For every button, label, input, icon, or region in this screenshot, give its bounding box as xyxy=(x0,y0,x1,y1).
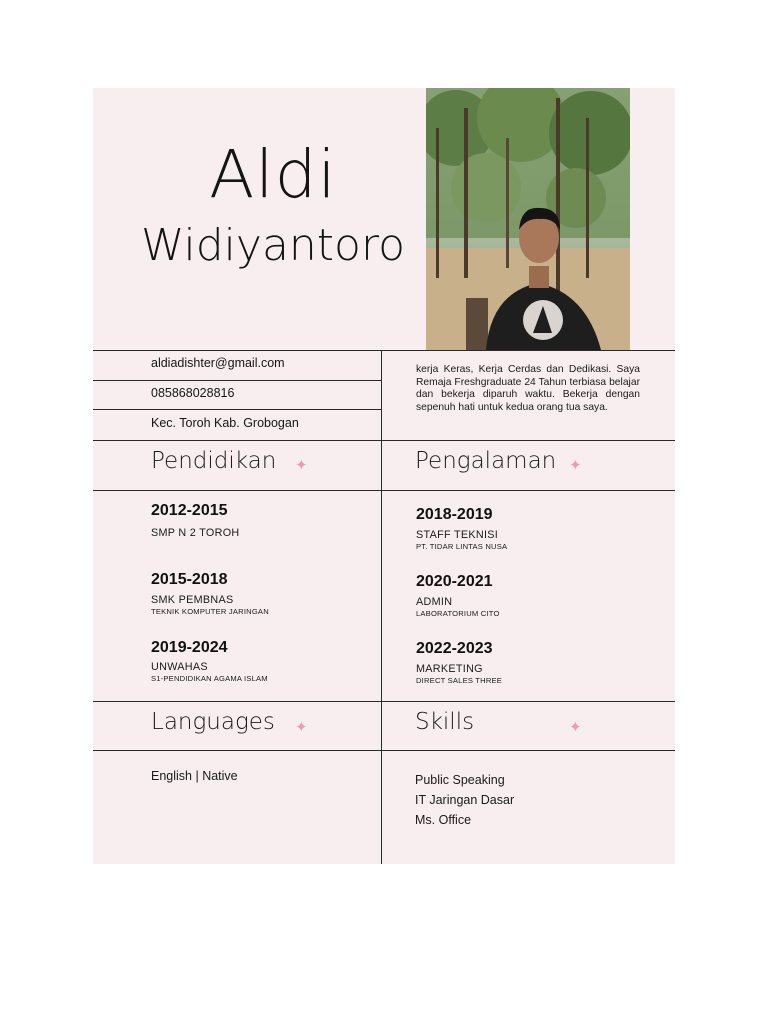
first-name: Aldi xyxy=(209,136,337,213)
address-text: Kec. Toroh Kab. Grobogan xyxy=(151,416,299,430)
education-years: 2015-2018 xyxy=(151,571,228,588)
skill-item: IT Jaringan Dasar xyxy=(415,793,515,807)
education-school: SMP N 2 TOROH xyxy=(151,527,240,539)
sparkle-icon: ✦ xyxy=(295,719,308,736)
profile-photo-illustration xyxy=(426,88,630,350)
experience-company: PT. TIDAR LINTAS NUSA xyxy=(416,542,508,551)
divider-vertical xyxy=(381,350,382,864)
skill-item: Ms. Office xyxy=(415,813,472,827)
education-years: 2019-2024 xyxy=(151,639,228,656)
divider-section-header-bottom xyxy=(93,490,675,491)
education-detail: TEKNIK KOMPUTER JARINGAN xyxy=(151,607,269,616)
education-years: 2012-2015 xyxy=(151,502,228,519)
languages-heading: Languages xyxy=(151,709,275,735)
divider-contact-1 xyxy=(93,380,381,381)
divider-lower-header-bottom xyxy=(93,750,675,751)
experience-years: 2022-2023 xyxy=(416,640,493,657)
education-heading: Pendidikan xyxy=(151,448,277,474)
phone-text: 085868028816 xyxy=(151,386,235,400)
skills-heading: Skills xyxy=(415,709,475,735)
experience-years: 2018-2019 xyxy=(416,506,493,523)
resume-card xyxy=(93,88,675,864)
email-text: aldiadishter@gmail.com xyxy=(151,356,285,370)
divider-contact-2 xyxy=(93,409,381,410)
education-detail: S1-PENDIDIKAN AGAMA ISLAM xyxy=(151,674,268,683)
sparkle-icon: ✦ xyxy=(569,457,582,474)
sparkle-icon: ✦ xyxy=(295,457,308,474)
about-text: kerja Keras, Kerja Cerdas dan Dedikasi. Saya Remaja Freshgraduate 24 Tahun terbiasa belajar dan bekerja diparuh waktu. Bekerja dengan sepenuh hati untuk kedua orang tua saya. xyxy=(416,364,640,413)
last-name: Widiyantoro xyxy=(140,220,406,271)
language-item: English | Native xyxy=(151,769,238,783)
education-school: SMK PEMBNAS xyxy=(151,594,234,606)
experience-heading: Pengalaman xyxy=(415,448,557,474)
experience-company: LABORATORIUM CITO xyxy=(416,609,500,618)
experience-role: ADMIN xyxy=(416,596,453,608)
experience-years: 2020-2021 xyxy=(416,573,493,590)
experience-role: MARKETING xyxy=(416,663,483,675)
divider-section-header-top xyxy=(93,440,675,441)
experience-role: STAFF TEKNISI xyxy=(416,529,499,541)
education-school: UNWAHAS xyxy=(151,661,208,673)
divider-top xyxy=(93,350,675,351)
experience-company: DIRECT SALES THREE xyxy=(416,676,503,685)
profile-photo xyxy=(426,88,630,350)
sparkle-icon: ✦ xyxy=(569,719,582,736)
skill-item: Public Speaking xyxy=(415,773,505,787)
divider-lower-header-top xyxy=(93,701,675,702)
